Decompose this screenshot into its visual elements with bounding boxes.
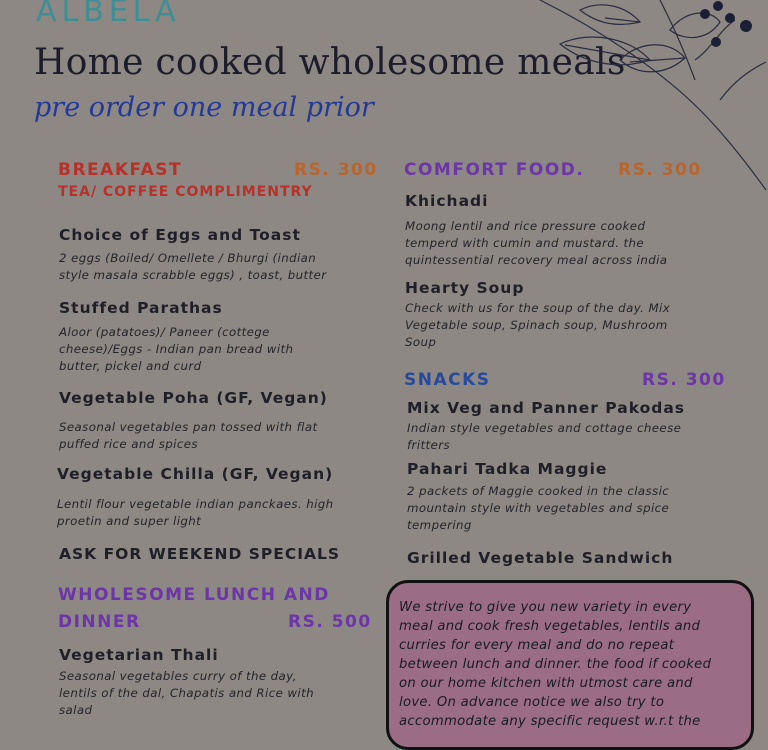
comfort-price: RS. 300	[618, 160, 702, 180]
brand-name: ALBELA	[36, 0, 181, 29]
weekend-specials: ASK FOR WEEKEND SPECIALS	[59, 545, 341, 563]
menu-item-desc: Lentil flour vegetable indian panckaes. high proetin and super light	[57, 497, 334, 528]
menu-item-desc: Seasonal vegetables curry of the day, lentils of the dal, Chapatis and Rice with salad	[59, 669, 315, 717]
snacks-price: RS. 300	[642, 370, 726, 390]
info-note-box	[386, 580, 754, 750]
menu-item-desc: 2 eggs (Boiled/ Omellete / Bhurgi (indian style masala scrabble eggs) , toast, butter	[59, 251, 327, 282]
menu-item-name: Vegetable Chilla (GF, Vegan)	[57, 465, 334, 483]
menu-item-desc: Aloor (patatoes)/ Paneer (cottege cheese)/Eggs - Indian pan bread with butter, pickel and curd	[59, 325, 294, 373]
subline: pre order one meal prior	[34, 92, 374, 123]
breakfast-title: BREAKFAST	[58, 160, 183, 180]
snacks-title: SNACKS	[404, 370, 491, 390]
lunch-title: WHOLESOME LUNCH AND	[58, 585, 330, 605]
menu-item-name: Vegetable Poha (GF, Vegan)	[59, 389, 328, 407]
menu-item-name: Grilled Vegetable Sandwich	[407, 549, 674, 567]
menu-item-desc: Seasonal vegetables pan tossed with flat puffed rice and spices	[59, 420, 318, 451]
menu-item-desc: Moong lentil and rice pressure cooked temperd with cumin and mustard. the quintessential recovery meal across india	[405, 219, 668, 267]
menu-item-name: Choice of Eggs and Toast	[59, 226, 301, 244]
menu-item-name: Mix Veg and Panner Pakodas	[407, 399, 686, 417]
lunch-title-2: DINNER	[58, 612, 141, 632]
menu-item-desc: Check with us for the soup of the day. Mix Vegetable soup, Spinach soup, Mushroom Soup	[405, 301, 671, 349]
menu-item-name: Khichadi	[405, 192, 489, 210]
menu-item-name: Pahari Tadka Maggie	[407, 460, 608, 478]
comfort-title: COMFORT FOOD.	[404, 160, 585, 180]
lunch-price: RS. 500	[288, 612, 372, 632]
breakfast-note: TEA/ COFFEE COMPLIMENTRY	[58, 184, 313, 200]
menu-item-desc: Indian style vegetables and cottage cheese fritters	[407, 421, 682, 452]
menu-item-desc: 2 packets of Maggie cooked in the classic mountain style with vegetables and spice tempering	[407, 484, 670, 532]
menu-item-name: Stuffed Parathas	[59, 299, 223, 317]
breakfast-price: RS. 300	[294, 160, 378, 180]
headline: Home cooked wholesome meals	[34, 42, 626, 83]
info-note-text: We strive to give you new variety in every meal and cook fresh vegetables, lentils and curries for every meal and do no repeat between lunch and dinner. the food if cooked on our home kitchen with utmost care and love. On advance notice we also try to accommodate any specific request w.r.t the	[399, 600, 712, 729]
menu-item-name: Hearty Soup	[405, 279, 525, 297]
menu-item-name: Vegetarian Thali	[59, 646, 219, 664]
